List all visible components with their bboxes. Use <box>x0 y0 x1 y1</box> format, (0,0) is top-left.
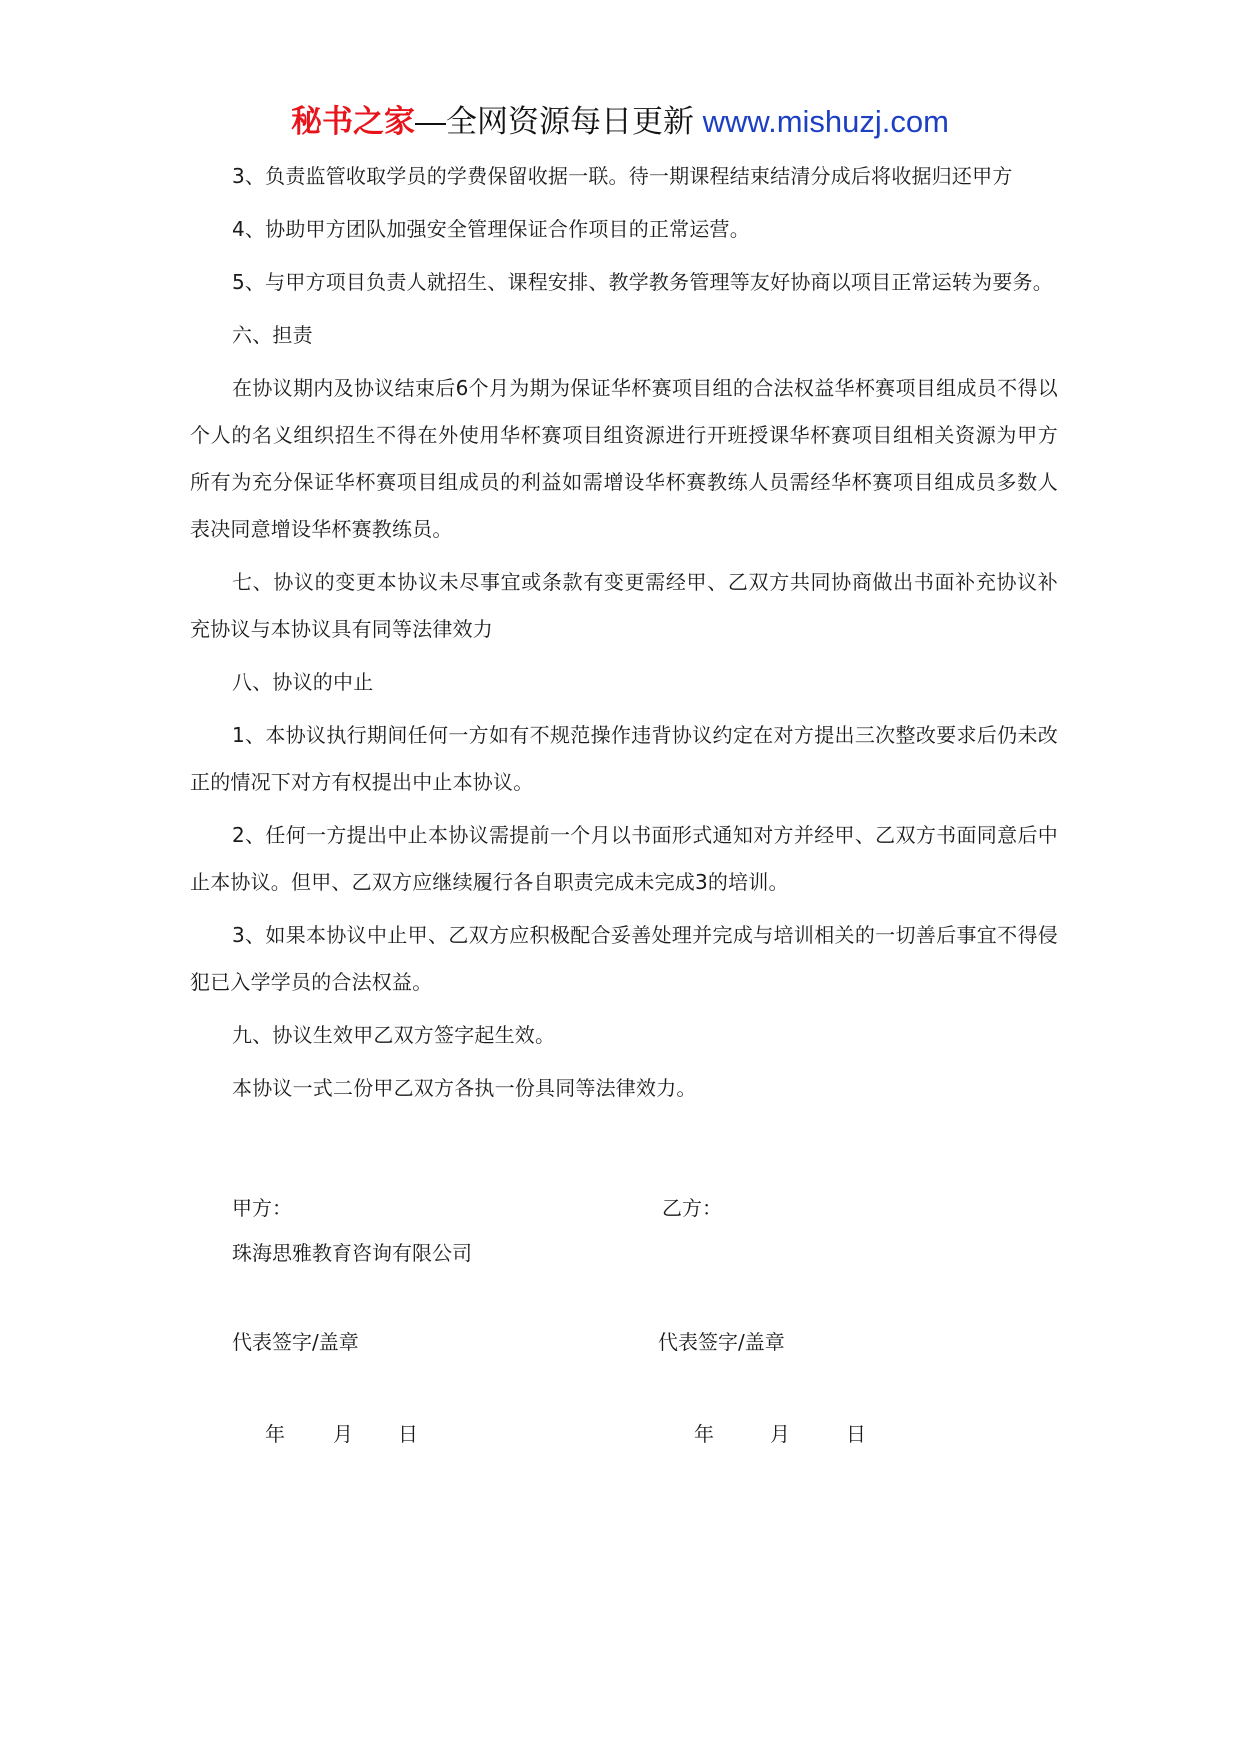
paragraph: 本协议一式二份甲乙双方各执一份具同等法律效力。 <box>232 1076 697 1100</box>
party-b-date-month: 月 <box>770 1422 790 1446</box>
paragraph: 3、如果本协议中止甲、乙双方应积极配合妥善处理并完成与培训相关的一切善后事宜不得侵犯已入学学员的合法权益。 <box>190 923 1058 994</box>
party-b-date-year: 年 <box>694 1422 714 1446</box>
party-b-date-day: 日 <box>846 1422 866 1446</box>
header-url: www.mishuzj.com <box>702 104 949 139</box>
party-b-signature-label: 代表签字/盖章 <box>658 1330 785 1354</box>
paragraph: 2、任何一方提出中止本协议需提前一个月以书面形式通知对方并经甲、乙双方书面同意后中止本协议。但甲、乙双方应继续履行各自职责完成未完成3的培训。 <box>190 823 1058 894</box>
header-brand: 秘书之家 <box>291 104 416 139</box>
party-a-signature-label: 代表签字/盖章 <box>232 1330 359 1354</box>
paragraph: 在协议期内及协议结束后6个月为期为保证华杯赛项目组的合法权益华杯赛项目组成员不得以个人的名义组织招生不得在外使用华杯赛项目组资源进行开班授课华杯赛项目组相关资源为甲方所有为充分保证华杯赛项目组成员的利益如需增设华杯赛教练人员需经华杯赛项目组成员多数人表决同意增设华杯赛教练员。 <box>190 376 1058 541</box>
paragraph: 七、协议的变更本协议未尽事宜或条款有变更需经甲、乙双方共同协商做出书面补充协议补充协议与本协议具有同等法律效力 <box>190 570 1058 641</box>
party-a-company: 珠海思雅教育咨询有限公司 <box>232 1241 472 1265</box>
site-header <box>0 100 1240 144</box>
party-a-date-year: 年 <box>265 1422 285 1446</box>
agreement-body <box>190 153 1058 1118</box>
paragraph: 1、本协议执行期间任何一方如有不规范操作违背协议约定在对方提出三次整改要求后仍未改正的情况下对方有权提出中止本协议。 <box>190 723 1058 794</box>
paragraph: 九、协议生效甲乙双方签字起生效。 <box>232 1023 556 1047</box>
party-a-label: 甲方： <box>232 1196 292 1220</box>
header-tagline: —全网资源每日更新 <box>415 104 703 139</box>
section-heading: 八、协议的中止 <box>232 670 374 694</box>
party-a-date-month: 月 <box>333 1422 353 1446</box>
paragraph: 5、与甲方项目负责人就招生、课程安排、教学教务管理等友好协商以项目正常运转为要务。 <box>232 270 1053 294</box>
paragraph: 3、负责监管收取学员的学费保留收据一联。待一期课程结束结清分成后将收据归还甲方 <box>232 164 1013 188</box>
party-a-date-day: 日 <box>398 1422 418 1446</box>
section-heading: 六、担责 <box>232 323 313 347</box>
party-b-label: 乙方： <box>662 1196 722 1220</box>
paragraph: 4、协助甲方团队加强安全管理保证合作项目的正常运营。 <box>232 217 750 241</box>
